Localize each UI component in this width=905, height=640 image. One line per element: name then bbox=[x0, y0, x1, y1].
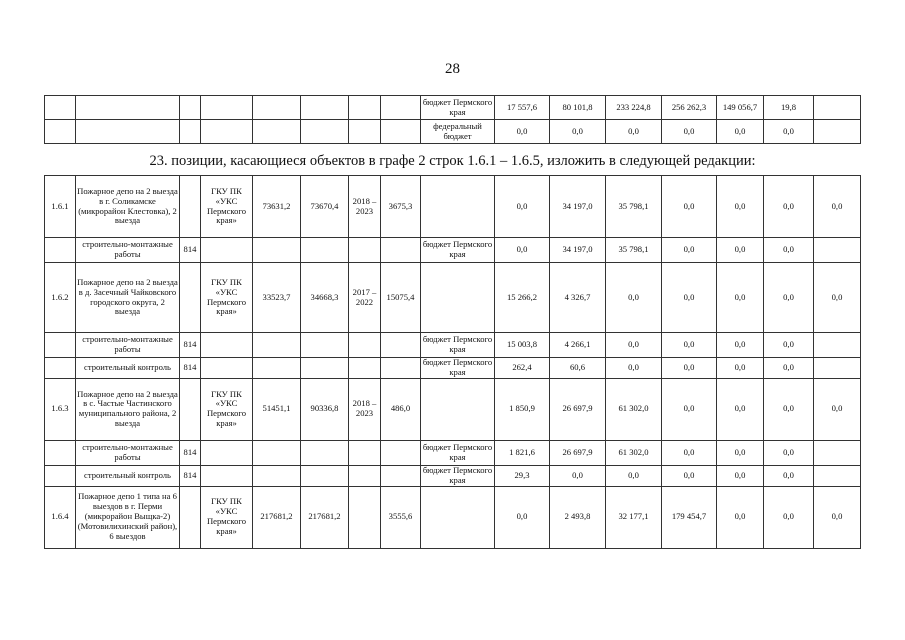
remaining-cell bbox=[381, 440, 421, 465]
value-cell: 0,0 bbox=[606, 333, 662, 358]
value-cell: 0,0 bbox=[814, 486, 861, 548]
table-row bbox=[45, 263, 861, 333]
table-row bbox=[45, 486, 861, 548]
value-cell: 29,3 bbox=[495, 465, 550, 486]
value-cell: 60,6 bbox=[550, 358, 606, 379]
value-cell: 35 798,1 bbox=[606, 176, 662, 238]
funding-source-cell: бюджет Пермского края bbox=[421, 238, 495, 263]
cost-updated-cell bbox=[301, 358, 349, 379]
executor-cell bbox=[201, 358, 253, 379]
value-cell bbox=[814, 440, 861, 465]
cost-cell: 217681,2 bbox=[253, 486, 301, 548]
grbs-code-cell bbox=[180, 486, 201, 548]
row-code-cell bbox=[45, 440, 76, 465]
value-cell: 15 003,8 bbox=[495, 333, 550, 358]
remaining-cell: 3555,6 bbox=[381, 486, 421, 548]
period-cell bbox=[349, 486, 381, 548]
cost-updated-cell: 34668,3 bbox=[301, 263, 349, 333]
value-cell: 179 454,7 bbox=[662, 486, 717, 548]
value-cell: 0,0 bbox=[606, 465, 662, 486]
value-cell: 15 266,2 bbox=[495, 263, 550, 333]
value-cell: 1 850,9 bbox=[495, 378, 550, 440]
top-budget-table bbox=[44, 95, 861, 144]
remaining-cell: 3675,3 bbox=[381, 176, 421, 238]
value-cell: 0,0 bbox=[662, 358, 717, 379]
period-cell bbox=[349, 440, 381, 465]
grbs-code-cell: 814 bbox=[180, 465, 201, 486]
value-cell: 61 302,0 bbox=[606, 440, 662, 465]
value-cell: 0,0 bbox=[764, 120, 814, 144]
cost-updated-cell bbox=[301, 238, 349, 263]
grbs-code-cell: 814 bbox=[180, 358, 201, 379]
value-cell: 233 224,8 bbox=[606, 96, 662, 120]
object-name-cell: строительно-монтажные работы bbox=[76, 238, 180, 263]
cost-cell bbox=[253, 465, 301, 486]
period-cell bbox=[349, 465, 381, 486]
value-cell: 32 177,1 bbox=[606, 486, 662, 548]
value-cell: 0,0 bbox=[814, 263, 861, 333]
value-cell: 61 302,0 bbox=[606, 378, 662, 440]
funding-source-cell: бюджет Пермского края bbox=[421, 358, 495, 379]
executor-cell bbox=[201, 465, 253, 486]
cost-updated-cell bbox=[301, 333, 349, 358]
table-row bbox=[45, 238, 861, 263]
executor-cell bbox=[201, 440, 253, 465]
value-cell: 0,0 bbox=[662, 333, 717, 358]
value-cell: 0,0 bbox=[662, 263, 717, 333]
funding-source-cell bbox=[421, 176, 495, 238]
value-cell: 17 557,6 bbox=[495, 96, 550, 120]
value-cell: 0,0 bbox=[662, 120, 717, 144]
cost-updated-cell: 73670,4 bbox=[301, 176, 349, 238]
funding-source-cell bbox=[421, 378, 495, 440]
row-code-cell: 1.6.4 bbox=[45, 486, 76, 548]
remaining-cell: 15075,4 bbox=[381, 263, 421, 333]
cost-updated-cell bbox=[301, 440, 349, 465]
value-cell: 0,0 bbox=[717, 486, 764, 548]
remaining-cell bbox=[381, 358, 421, 379]
table-row bbox=[45, 440, 861, 465]
row-code-cell: 1.6.2 bbox=[45, 263, 76, 333]
remaining-cell bbox=[381, 333, 421, 358]
value-cell bbox=[814, 238, 861, 263]
value-cell: 0,0 bbox=[662, 440, 717, 465]
value-cell: 26 697,9 bbox=[550, 378, 606, 440]
table-row bbox=[45, 378, 861, 440]
value-cell: 0,0 bbox=[495, 238, 550, 263]
cost-cell: 73631,2 bbox=[253, 176, 301, 238]
value-cell: 0,0 bbox=[662, 176, 717, 238]
executor-cell: ГКУ ПК «УКС Пермского края» bbox=[201, 378, 253, 440]
object-name-cell: Пожарное депо на 2 выезда в г. Соликамске (микрорайон Клестовка), 2 выезда bbox=[76, 176, 180, 238]
object-name-cell: Пожарное депо на 2 выезда в д. Засечный Чайковского городского округа, 2 выезда bbox=[76, 263, 180, 333]
funding-source-cell: бюджет Пермского края bbox=[421, 440, 495, 465]
row-code-cell bbox=[45, 238, 76, 263]
cost-updated-cell bbox=[301, 465, 349, 486]
value-cell: 0,0 bbox=[764, 358, 814, 379]
value-cell: 0,0 bbox=[662, 238, 717, 263]
value-cell: 0,0 bbox=[717, 238, 764, 263]
cost-cell: 51451,1 bbox=[253, 378, 301, 440]
value-cell: 149 056,7 bbox=[717, 96, 764, 120]
table-row bbox=[45, 120, 861, 144]
value-cell: 0,0 bbox=[717, 378, 764, 440]
grbs-code-cell: 814 bbox=[180, 440, 201, 465]
executor-cell bbox=[201, 333, 253, 358]
value-cell: 0,0 bbox=[495, 176, 550, 238]
period-cell: 2018 – 2023 bbox=[349, 176, 381, 238]
value-cell bbox=[814, 358, 861, 379]
value-cell: 26 697,9 bbox=[550, 440, 606, 465]
value-cell: 0,0 bbox=[717, 333, 764, 358]
grbs-code-cell: 814 bbox=[180, 238, 201, 263]
value-cell bbox=[814, 465, 861, 486]
cost-cell bbox=[253, 238, 301, 263]
value-cell: 4 266,1 bbox=[550, 333, 606, 358]
value-cell: 0,0 bbox=[717, 120, 764, 144]
value-cell: 80 101,8 bbox=[550, 96, 606, 120]
object-name-cell: строительный контроль bbox=[76, 465, 180, 486]
value-cell: 262,4 bbox=[495, 358, 550, 379]
value-cell: 256 262,3 bbox=[662, 96, 717, 120]
object-name-cell: строительный контроль bbox=[76, 358, 180, 379]
grbs-code-cell bbox=[180, 378, 201, 440]
period-cell bbox=[349, 238, 381, 263]
executor-cell: ГКУ ПК «УКС Пермского края» bbox=[201, 263, 253, 333]
table-row bbox=[45, 176, 861, 238]
cost-updated-cell: 217681,2 bbox=[301, 486, 349, 548]
row-code-cell: 1.6.3 bbox=[45, 378, 76, 440]
grbs-code-cell: 814 bbox=[180, 333, 201, 358]
row-code-cell bbox=[45, 333, 76, 358]
cost-cell bbox=[253, 440, 301, 465]
value-cell: 4 326,7 bbox=[550, 263, 606, 333]
value-cell bbox=[814, 96, 861, 120]
value-cell: 34 197,0 bbox=[550, 238, 606, 263]
value-cell: 1 821,6 bbox=[495, 440, 550, 465]
value-cell bbox=[814, 333, 861, 358]
object-name-cell: строительно-монтажные работы bbox=[76, 333, 180, 358]
value-cell: 0,0 bbox=[717, 176, 764, 238]
value-cell: 0,0 bbox=[717, 263, 764, 333]
value-cell: 0,0 bbox=[764, 440, 814, 465]
value-cell: 0,0 bbox=[495, 486, 550, 548]
value-cell: 0,0 bbox=[764, 333, 814, 358]
value-cell: 34 197,0 bbox=[550, 176, 606, 238]
value-cell: 0,0 bbox=[764, 465, 814, 486]
value-cell: 2 493,8 bbox=[550, 486, 606, 548]
funding-source-cell: федеральный бюджет bbox=[421, 120, 495, 144]
value-cell: 0,0 bbox=[717, 440, 764, 465]
value-cell: 0,0 bbox=[814, 176, 861, 238]
table-row bbox=[45, 96, 861, 120]
value-cell: 0,0 bbox=[550, 465, 606, 486]
table-row bbox=[45, 465, 861, 486]
row-code-cell bbox=[45, 465, 76, 486]
period-cell bbox=[349, 358, 381, 379]
objects-table bbox=[44, 175, 861, 549]
cost-cell: 33523,7 bbox=[253, 263, 301, 333]
value-cell: 0,0 bbox=[606, 358, 662, 379]
executor-cell: ГКУ ПК «УКС Пермского края» bbox=[201, 486, 253, 548]
funding-source-cell bbox=[421, 486, 495, 548]
cost-cell bbox=[253, 358, 301, 379]
value-cell: 0,0 bbox=[606, 120, 662, 144]
value-cell bbox=[814, 120, 861, 144]
funding-source-cell: бюджет Пермского края bbox=[421, 465, 495, 486]
value-cell: 0,0 bbox=[606, 263, 662, 333]
funding-source-cell bbox=[421, 263, 495, 333]
value-cell: 19,8 bbox=[764, 96, 814, 120]
cost-cell bbox=[253, 333, 301, 358]
funding-source-cell: бюджет Пермского края bbox=[421, 333, 495, 358]
value-cell: 0,0 bbox=[764, 263, 814, 333]
table-row bbox=[45, 333, 861, 358]
value-cell: 0,0 bbox=[764, 378, 814, 440]
value-cell: 0,0 bbox=[550, 120, 606, 144]
object-name-cell: Пожарное депо 1 типа на 6 выездов в г. Перми (микрорайон Выщка-2) (Мотовилихинский район), 6 выездов bbox=[76, 486, 180, 548]
funding-source-cell: бюджет Пермского края bbox=[421, 96, 495, 120]
value-cell: 0,0 bbox=[662, 465, 717, 486]
value-cell: 0,0 bbox=[814, 378, 861, 440]
remaining-cell bbox=[381, 238, 421, 263]
grbs-code-cell bbox=[180, 176, 201, 238]
value-cell: 0,0 bbox=[495, 120, 550, 144]
row-code-cell: 1.6.1 bbox=[45, 176, 76, 238]
row-code-cell bbox=[45, 358, 76, 379]
grbs-code-cell bbox=[180, 263, 201, 333]
section-heading: 23. позиции, касающиеся объектов в графе 2 строк 1.6.1 – 1.6.5, изложить в следующей редакции: bbox=[149, 153, 756, 169]
period-cell: 2017 – 2022 bbox=[349, 263, 381, 333]
object-name-cell: Пожарное депо на 2 выезда в с. Частые Частинского муниципального района, 2 выезда bbox=[76, 378, 180, 440]
period-cell: 2018 – 2023 bbox=[349, 378, 381, 440]
period-cell bbox=[349, 333, 381, 358]
executor-cell bbox=[201, 238, 253, 263]
value-cell: 35 798,1 bbox=[606, 238, 662, 263]
object-name-cell: строительно-монтажные работы bbox=[76, 440, 180, 465]
value-cell: 0,0 bbox=[764, 486, 814, 548]
page-number: 28 bbox=[445, 61, 460, 77]
value-cell: 0,0 bbox=[764, 176, 814, 238]
table-row bbox=[45, 358, 861, 379]
executor-cell: ГКУ ПК «УКС Пермского края» bbox=[201, 176, 253, 238]
value-cell: 0,0 bbox=[662, 378, 717, 440]
value-cell: 0,0 bbox=[717, 465, 764, 486]
cost-updated-cell: 90336,8 bbox=[301, 378, 349, 440]
value-cell: 0,0 bbox=[717, 358, 764, 379]
value-cell: 0,0 bbox=[764, 238, 814, 263]
remaining-cell: 486,0 bbox=[381, 378, 421, 440]
remaining-cell bbox=[381, 465, 421, 486]
